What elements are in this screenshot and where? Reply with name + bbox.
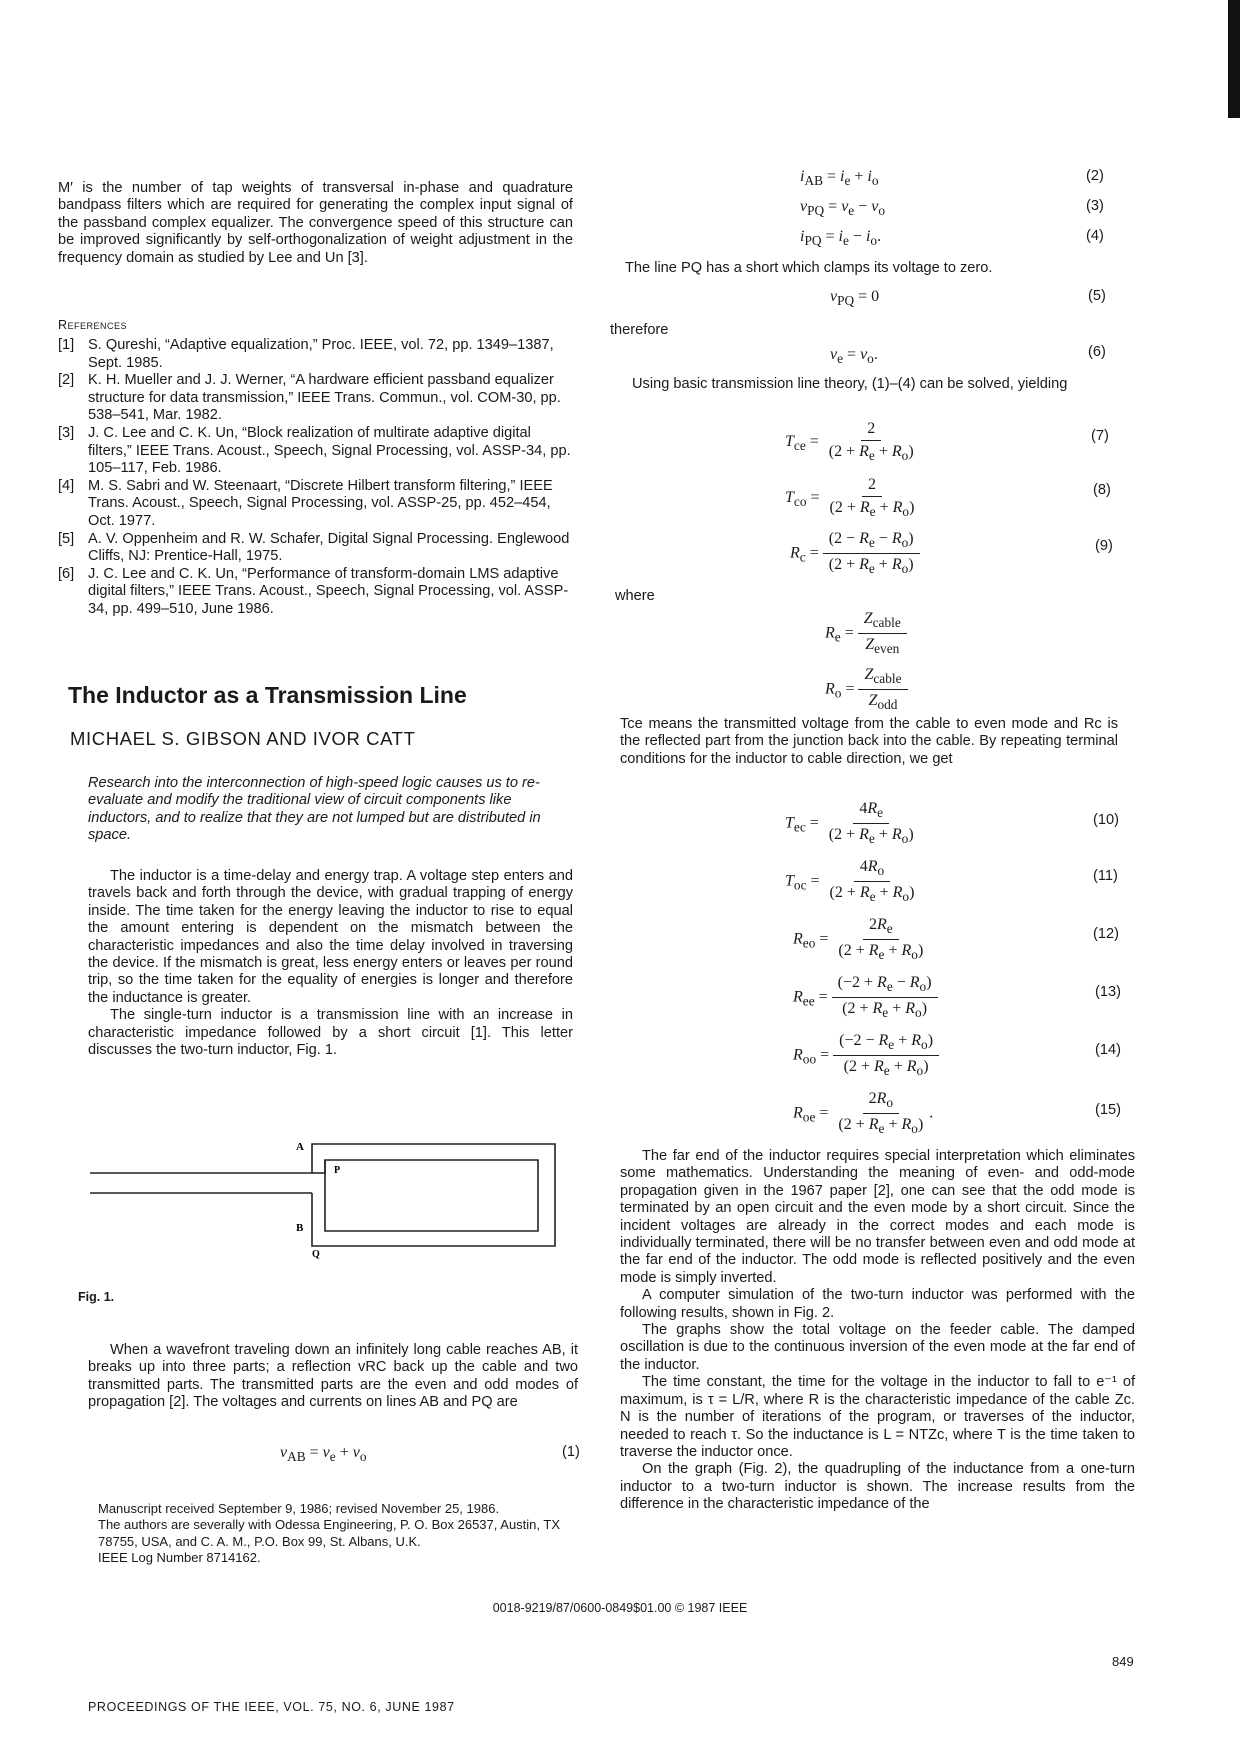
page-number: 849 [1112, 1654, 1134, 1669]
equation-8: $T_{co}$ = $\frac{2}{(2 + R_e + R_o)}$ [785, 476, 915, 520]
figure-caption: Fig. 1. [78, 1290, 115, 1304]
reference-number: [6] [58, 565, 75, 582]
figure-1-diagram [80, 1128, 580, 1268]
label-q: Q [312, 1249, 320, 1260]
reference-text: A. V. Oppenheim and R. W. Schafer, Digital Signal Processing. Englewood Cliffs, NJ: Prentice-Hall, 1975. [88, 530, 570, 565]
equation-5: $v_{PQ} = 0$ [830, 288, 880, 309]
equation-15: $R_{oe}$ = $\frac{2R_o}{(2 + R_e + R_o)}$ . [793, 1090, 934, 1137]
equation-number: (1) [562, 1444, 580, 1460]
equation-number: (4) [1086, 228, 1104, 244]
abstract: Research into the interconnection of high-speed logic causes us to re-evaluate and modify the traditional view of circuit components like inductors, and to realize that they are not lumped but are distributed in space. [88, 775, 541, 844]
equation-number: (14) [1095, 1042, 1121, 1058]
equation-13: $R_{ee}$ = $\frac{(-2 + R_e - R_o)}{(2 + R_e + R_o)}$ [793, 974, 938, 1021]
body-paragraph: The inductor is a time-delay and energy trap. A voltage step enters and travels back and forth through the device, with gradual trapping of energy inside. The time taken for the energy leaving the inductor to rise to equal the amount entering is dependent on the mismatch between the characteristic impedances and also the time delay involved in traversing the device. If the mismatch is great, less energy enters or leaves per round trip, so the time taken for the equality of energies is longer and therefore the inductance is greater. [88, 868, 573, 1006]
page-edge-mark [1228, 0, 1240, 118]
equation-4: $i_{PQ} = i_e - i_o$. [800, 228, 882, 249]
reference-item [58, 372, 573, 425]
equation-number: (10) [1093, 812, 1119, 828]
equation-number: (3) [1086, 198, 1104, 214]
equation-number: (2) [1086, 168, 1104, 184]
equation-1: $v_{AB} = v_e + v_o$ [280, 1444, 367, 1465]
reference-number: [1] [58, 337, 75, 353]
body-text-block [88, 868, 573, 1059]
reference-text: J. C. Lee and C. K. Un, “Performance of transform-domain LMS adaptive digital filters,” IEEE Trans. Acoust., Speech, Signal Processing, vol. ASSP-34, pp. 499–510, June 1986. [88, 565, 569, 617]
equation-number: (6) [1088, 344, 1106, 360]
equation-number: (13) [1095, 984, 1121, 1000]
body-paragraph: Using basic transmission line theory, (1)–(4) can be solved, yielding [632, 376, 1068, 392]
body-text-block-2 [88, 1342, 578, 1412]
label-b: B [296, 1222, 304, 1234]
right-body-text [620, 1148, 1135, 1514]
equation-6: $v_e = v_o$. [830, 346, 878, 367]
label-a: A [296, 1141, 304, 1153]
equation-9: $R_c$ = $\frac{(2 - R_e - R_o)}{(2 + R_e + R_o)}$ [790, 530, 920, 577]
body-paragraph: On the graph (Fig. 2), the quadrupling of the inductance from a one-turn inductor to a two-turn inductor is shown. The increase results from the difference in the characteristic impedance of the [620, 1461, 1135, 1513]
equation-number: (5) [1088, 288, 1106, 304]
equation-3: $v_{PQ} = v_e - v_o$ [800, 198, 886, 219]
equation-number: (12) [1093, 926, 1119, 942]
intro-text: M′ is the number of tap weights of transversal in-phase and quadrature bandpass filters which are required for generating the complex input signal of the passband complex equalizer. The convergence speed of this structure can be improved significantly by self-orthogonalization of weight adjustment in the frequency domain as studied by Lee and Un [3]. [58, 180, 573, 266]
reference-item [58, 531, 573, 566]
where-text: where [615, 588, 655, 604]
equation-ro-def: $R_o$ = $\frac{Z_{cable}}{Z_{odd}}$ [825, 666, 908, 713]
equation-number: (15) [1095, 1102, 1121, 1118]
equation-12: $R_{eo}$ = $\frac{2R_e}{(2 + R_e + R_o)}$ [793, 916, 924, 963]
body-paragraph: A computer simulation of the two-turn inductor was performed with the following results, shown in Fig. 2. [620, 1287, 1135, 1321]
body-paragraph: The far end of the inductor requires special interpretation which eliminates some mathematics. Understanding the meaning of even- and odd-mode propagation given in the 1967 paper [2], one can see that the odd mode is terminated by an open circuit and the even mode by a short circuit. Since the incident voltages are already in the correct modes and each mode is individually terminated, there will be no transfer between even and odd mode at the far end of the inductor. The odd mode is reflected positively and the even mode is simply inverted. [620, 1148, 1135, 1286]
reference-number: [3] [58, 424, 75, 441]
reference-number: [4] [58, 477, 75, 494]
equation-7: $T_{ce}$ = $\frac{2}{(2 + R_e + R_o)}$ [785, 420, 914, 464]
body-paragraph: The graphs show the total voltage on the feeder cable. The damped oscillation is due to the continuous inversion of the even mode at the far end of the inductor. [620, 1322, 1135, 1373]
body-paragraph: The single-turn inductor is a transmission line with an increase in characteristic impedance followed by a short circuit [1]. This letter discusses the two-turn inductor, Fig. 1. [88, 1007, 573, 1059]
body-paragraph: Tce means the transmitted voltage from the cable to even mode and Rc is the reflected part from the junction back into the cable. By repeating terminal conditions for the inductor to cable direction, we get [620, 716, 1118, 767]
reference-text: S. Qureshi, “Adaptive equalization,” Proc. IEEE, vol. 72, pp. 1349–1387, Sept. 1985. [88, 337, 554, 371]
equation-re-def: $R_e$ = $\frac{Z_{cable}}{Z_{even}}$ [825, 610, 907, 657]
references-heading: References [58, 318, 128, 332]
article-authors: MICHAEL S. GIBSON AND IVOR CATT [70, 728, 416, 749]
references-list [58, 337, 573, 619]
inner-turn [325, 1160, 538, 1231]
equation-number: (11) [1093, 868, 1118, 884]
reference-item [58, 425, 573, 478]
journal-footer: PROCEEDINGS OF THE IEEE, VOL. 75, NO. 6, JUNE 1987 [88, 1700, 455, 1714]
copyright-line: 0018-9219/87/0600-0849$01.00 © 1987 IEEE [492, 1601, 748, 1615]
tce-means-text [620, 716, 1118, 768]
reference-text: M. S. Sabri and W. Steenaart, “Discrete Hilbert transform filtering,” IEEE Trans. Acoust., Speech, Signal Processing, vol. ASSP-25, pp. 452–454, Oct. 1977. [88, 477, 553, 529]
body-paragraph: The time constant, the time for the voltage in the inductor to fall to e⁻¹ of maximum, is τ = L/R, where R is the characteristic impedance of the cable Zc. N is the number of iterations of the program, or traverses of the inductor, needed to reach τ. So the inductance is L = NTZc, where T is the time taken to traverse the inductor once. [620, 1374, 1135, 1460]
label-p: P [334, 1165, 341, 1176]
reference-text: J. C. Lee and C. K. Un, “Block realization of multirate adaptive digital filters,” IEEE Trans. Acoust., Speech, Signal Processing, vol. ASSP-34, pp. 105–117, Feb. 1986. [88, 424, 571, 477]
manuscript-note: Manuscript received September 9, 1986; revised November 25, 1986. [98, 1501, 500, 1516]
left-intro-paragraph [58, 180, 573, 267]
therefore-text: therefore [610, 322, 669, 338]
using-basic-text [610, 376, 1130, 393]
article-title: The Inductor as a Transmission Line [68, 682, 467, 708]
reference-number: [2] [58, 372, 75, 389]
equation-14: $R_{oo}$ = $\frac{(-2 - R_e + R_o)}{(2 + R_e + R_o)}$ [793, 1032, 939, 1079]
authors-affiliation: The authors are severally with Odessa Engineering, P. O. Box 26537, Austin, TX 78755, USA, and C. A. M., P.O. Box 99, St. Albans, U.K. [98, 1517, 561, 1549]
reference-item [58, 337, 573, 372]
equation-10: $T_{ec}$ = $\frac{4R_e}{(2 + R_e + R_o)}$ [785, 800, 914, 847]
body-paragraph: When a wavefront traveling down an infinitely long cable reaches AB, it breaks up into three parts; a reflection vRC back up the cable and two transmitted parts. The transmitted parts are the even and odd modes of propagation [2]. The voltages and currents on lines AB and PQ are [88, 1342, 578, 1411]
reference-item [58, 478, 573, 531]
line-pq-text: The line PQ has a short which clamps its voltage to zero. [625, 260, 993, 276]
equation-number: (8) [1093, 482, 1111, 498]
equation-11: $T_{oc}$ = $\frac{4R_o}{(2 + R_e + R_o)}$ [785, 858, 915, 905]
equation-number: (9) [1095, 538, 1113, 554]
reference-item [58, 566, 573, 619]
equation-2: $i_{AB} = i_e + i_o$ [800, 168, 879, 189]
ieee-log-number: IEEE Log Number 8714162. [98, 1550, 261, 1566]
reference-number: [5] [58, 530, 75, 547]
equation-number: (7) [1091, 428, 1109, 444]
footnote [98, 1501, 583, 1567]
reference-text: K. H. Mueller and J. J. Werner, “A hardware efficient passband equalizer structure for data transmission,” IEEE Trans. Commun., vol. COM-30, pp. 538–541, Mar. 1982. [88, 372, 561, 424]
